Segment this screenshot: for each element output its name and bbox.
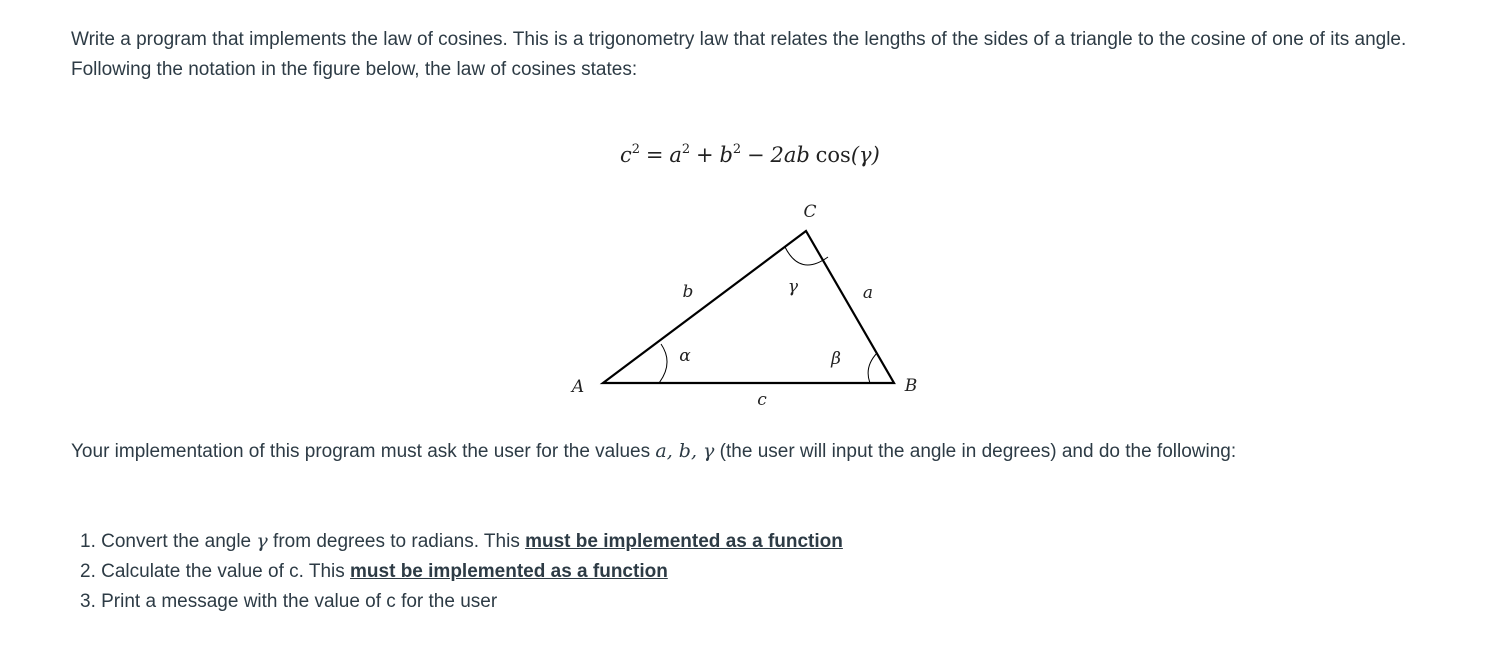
formula-b: b — [719, 143, 733, 167]
step-2 — [80, 557, 843, 587]
angle-alpha-label: α — [679, 346, 691, 366]
formula-2ab: 2ab — [770, 143, 810, 167]
formula-a: a — [669, 143, 682, 167]
angle-alpha-arc — [659, 344, 667, 383]
step-text: Print a message with the value of c for the user — [95, 591, 498, 612]
step-number: 3. — [80, 591, 96, 612]
angle-beta-label: β — [831, 349, 841, 369]
triangle-figure — [560, 195, 940, 415]
triangle-shape — [603, 231, 894, 383]
implementation-paragraph — [71, 436, 1451, 467]
step-text-after: from degrees to radians. This — [267, 531, 526, 552]
step-text: Calculate the value of c. This — [95, 561, 351, 582]
step-1 — [80, 526, 843, 557]
implementation-variables: a, b, γ — [655, 440, 715, 462]
formula-exp-c: 2 — [631, 142, 641, 157]
intro-paragraph: Write a program that implements the law of cosines. This is a trigonometry law that relates the lengths of the sides of a triangle to the cosine of one of its angle. Following the notation in the figure below, the law of cosines states: — [71, 29, 1407, 80]
vertex-A-label: A — [571, 377, 585, 397]
side-b-label: b — [682, 282, 694, 302]
formula-minus: − — [747, 143, 765, 167]
angle-beta-arc — [868, 353, 877, 383]
steps-list — [80, 526, 843, 617]
law-of-cosines-formula — [620, 142, 880, 168]
step-number: 1. — [80, 531, 96, 552]
gamma-symbol: γ — [256, 530, 268, 552]
formula-gamma: (γ) — [850, 143, 880, 167]
vertex-B-label: B — [904, 376, 918, 396]
step-number: 2. — [80, 561, 96, 582]
formula-plus: + — [696, 143, 714, 167]
formula-exp-b: 2 — [732, 142, 742, 157]
formula-equals: = — [645, 143, 664, 167]
step-1-function-link[interactable]: must be implemented as a function — [525, 531, 843, 552]
vertex-C-label: C — [803, 202, 817, 222]
formula-cos: cos — [815, 143, 851, 167]
step-2-function-link[interactable]: must be implemented as a function — [350, 561, 668, 582]
side-c-label: c — [757, 390, 767, 410]
angle-gamma-label: γ — [787, 277, 799, 297]
formula-exp-a: 2 — [681, 142, 691, 157]
step-3 — [80, 587, 843, 617]
step-text: Convert the angle — [95, 531, 257, 552]
implementation-text-before: Your implementation of this program must ask the user for the values — [71, 441, 656, 462]
formula-c: c — [620, 143, 632, 167]
implementation-text-after: (the user will input the angle in degrees) and do the following: — [714, 441, 1237, 462]
side-a-label: a — [862, 283, 874, 303]
